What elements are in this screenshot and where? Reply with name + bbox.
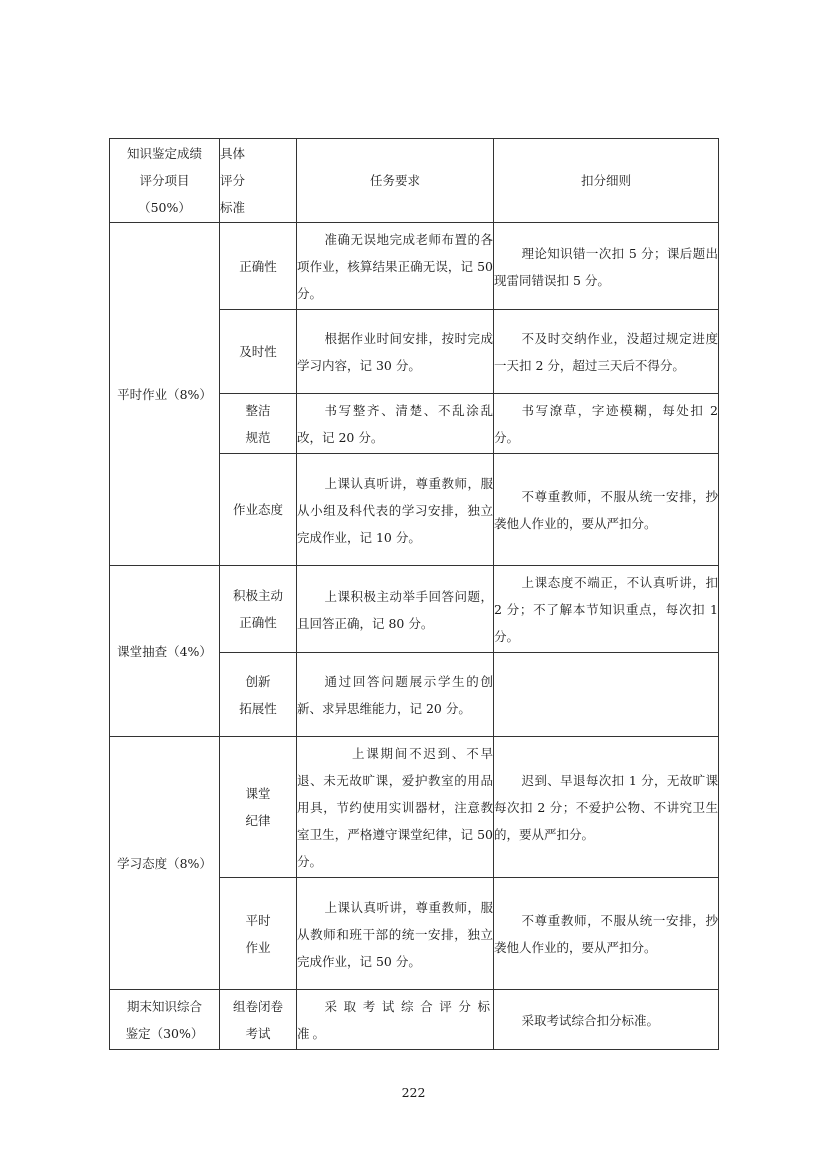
deduction-text: 采取考试综合扣分标准。: [521, 1012, 660, 1028]
header-project-line: （50%）: [138, 200, 191, 215]
standard-line: 作业: [245, 939, 271, 955]
table-row: [110, 737, 719, 878]
header-standard-line: 标准: [220, 200, 246, 215]
requirement-cell: [297, 737, 494, 878]
project-cell-classcheck: 课堂抽查（4%）: [110, 566, 220, 737]
table-row: [110, 223, 719, 310]
requirement-cell: [297, 310, 494, 394]
requirement-text: 书写整齐、清楚、不乱涂乱改，记 20 分。: [297, 403, 493, 445]
deduction-text: 上课态度不端正，不认真听讲，扣 2 分；不了解本节知识重点，每次扣 1 分。: [494, 575, 718, 644]
standard-line: 整洁: [245, 402, 271, 418]
standard-line: 课堂: [245, 786, 271, 801]
standard-line: 平时: [245, 912, 271, 928]
deduction-text: 迟到、早退每次扣 1 分，无故旷课每次扣 2 分；不爱护公物、不讲究卫生的，要从严扣分。: [494, 773, 718, 842]
requirement-cell: [297, 394, 494, 454]
requirement-text: 上课认真听讲，尊重教师，服从教师和班干部的统一安排，独立完成作业，记 50 分。: [297, 899, 493, 969]
project-cell-homework: 平时作业（8%）: [110, 223, 220, 566]
standard-line: 组卷闭卷: [232, 998, 283, 1014]
header-standard-line: 具体: [220, 146, 246, 161]
header-project-line: 知识鉴定成绩: [126, 146, 202, 161]
requirement-text: 上课积极主动举手回答问题，且回答正确，记 80 分。: [297, 588, 493, 631]
standard-line: 纪律: [245, 813, 271, 828]
requirement-cell: [297, 566, 494, 653]
standard-cell: [220, 990, 297, 1050]
deduction-cell: [494, 653, 719, 737]
evaluation-table: [109, 138, 719, 1050]
requirement-cell: [297, 653, 494, 737]
requirement-cell: [297, 990, 494, 1050]
header-requirement-cell: 任务要求: [297, 139, 494, 223]
requirement-cell: [297, 223, 494, 310]
requirement-text: 上课认真听讲，尊重教师，服从小组及科代表的学习安排，独立完成作业，记 10 分。: [297, 475, 493, 545]
requirement-text: 上课期间不迟到、不早退、未无故旷课，爱护教室的用品用具，节约使用实训器材，注意教室卫生，严格遵守课堂纪律，记 50 分。: [297, 746, 493, 869]
page-number: 222: [401, 1085, 426, 1100]
header-project-line: 评分项目: [139, 173, 190, 188]
deduction-cell: [494, 223, 719, 310]
requirement-text: 通过回答问题展示学生的创新、求异思维能力，记 20 分。: [297, 674, 493, 716]
standard-cell: [220, 737, 297, 878]
header-project-cell: [110, 139, 220, 223]
standard-line: 规范: [245, 429, 271, 445]
deduction-text: 不尊重教师，不服从统一安排，抄袭他人作业的，要从严扣分。: [494, 489, 718, 531]
deduction-cell: [494, 310, 719, 394]
deduction-cell: [494, 878, 719, 990]
table-row: [110, 566, 719, 653]
requirement-cell: [297, 454, 494, 566]
standard-line: 考试: [245, 1025, 271, 1041]
deduction-text: 不尊重教师，不服从统一安排，抄袭他人作业的，要从严扣分。: [494, 913, 718, 955]
deduction-text: 理论知识错一次扣 5 分；课后题出现雷同错误扣 5 分。: [494, 245, 718, 288]
project-cell-final: [110, 990, 220, 1050]
table-row: [110, 990, 719, 1050]
requirement-text: 根据作业时间安排，按时完成学习内容，记 30 分。: [297, 331, 493, 373]
requirement-cell: [297, 878, 494, 990]
standard-line: 积极主动: [232, 588, 283, 603]
deduction-cell: [494, 454, 719, 566]
deduction-cell: [494, 737, 719, 878]
header-standard-cell: [220, 139, 297, 223]
header-deduction-cell: 扣分细则: [494, 139, 719, 223]
standard-cell: [220, 878, 297, 990]
standard-cell: [220, 566, 297, 653]
requirement-text: 准确无误地完成老师布置的各项作业，核算结果正确无误，记 50 分。: [297, 232, 493, 301]
standard-line: 创新: [245, 673, 271, 689]
standard-line: 拓展性: [239, 700, 277, 716]
deduction-cell: [494, 394, 719, 454]
project-cell-attitude: 学习态度（8%）: [110, 737, 220, 990]
project-line: 期末知识综合: [126, 998, 202, 1014]
standard-cell: [220, 653, 297, 737]
deduction-text: 不及时交纳作业，没超过规定进度一天扣 2 分，超过三天后不得分。: [494, 331, 718, 373]
standard-cell: 作业态度: [220, 454, 297, 566]
project-line: 鉴定（30%）: [125, 1025, 204, 1041]
standard-line: 正确性: [239, 615, 277, 630]
deduction-cell: [494, 990, 719, 1050]
deduction-cell: [494, 566, 719, 653]
standard-cell: 正确性: [220, 223, 297, 310]
deduction-text: 书写潦草，字迹模糊，每处扣 2 分。: [494, 403, 718, 445]
header-standard-line: 评分: [220, 173, 246, 188]
deduction-text: [494, 692, 718, 697]
standard-cell: [220, 394, 297, 454]
requirement-text: 采取考试综合评分标准。: [297, 999, 493, 1041]
standard-cell: 及时性: [220, 310, 297, 394]
table-header-row: [110, 139, 719, 223]
